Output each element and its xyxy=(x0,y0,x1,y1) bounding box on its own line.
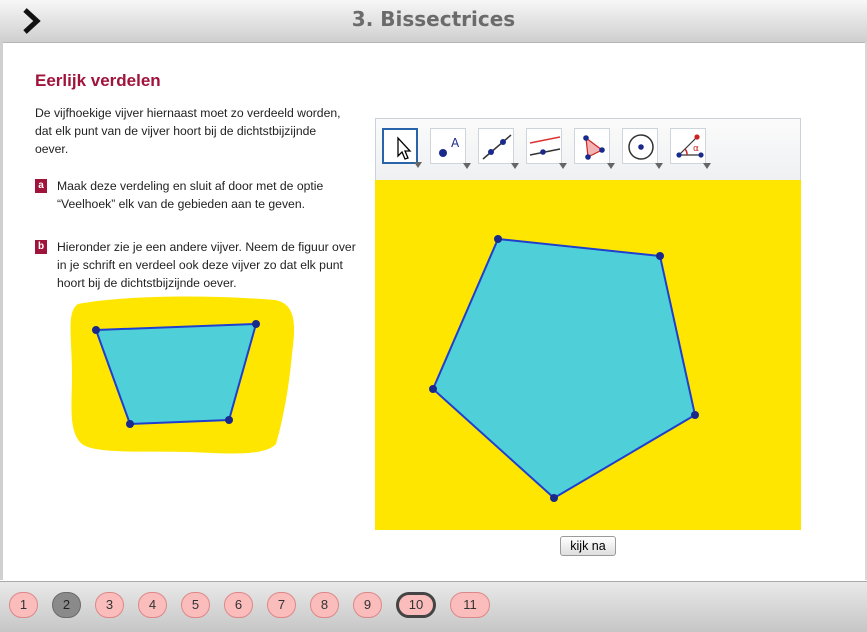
page-button-2[interactable]: 2 xyxy=(52,592,81,618)
move-arrow-icon[interactable] xyxy=(382,128,418,164)
angle-icon[interactable] xyxy=(670,128,706,164)
task-b-text: Hieronder zie je een andere vijver. Neem de figuur over in je schrift en verdeel ook deze vijver zo dat elk punt hoort bij de dichtstbijzijnde oever. xyxy=(57,240,356,290)
page-button-3[interactable]: 3 xyxy=(95,592,124,618)
check-answer-button[interactable]: kijk na xyxy=(560,536,616,556)
line-icon[interactable] xyxy=(478,128,514,164)
polygon-icon[interactable] xyxy=(574,128,610,164)
task-a-text: Maak deze verdeling en sluit af door met de optie “Veelhoek” elk van de gebieden aan te geven. xyxy=(57,179,324,211)
parallel-lines-icon[interactable] xyxy=(526,128,562,164)
task-b-badge: b xyxy=(35,240,47,254)
intro-text: De vijfhoekige vijver hiernaast moet zo verdeeld worden, dat elk punt van de vijver hoort bij de dichtstbijzijnde oever. xyxy=(35,106,341,156)
page-button-10[interactable]: 10 xyxy=(396,592,436,618)
page-button-9[interactable]: 9 xyxy=(353,592,382,618)
page-navigation xyxy=(0,581,867,632)
page-button-8[interactable]: 8 xyxy=(310,592,339,618)
geogebra-applet xyxy=(375,118,801,530)
drawing-canvas[interactable] xyxy=(375,180,801,530)
lesson-heading: Eerlijk verdelen xyxy=(35,71,161,90)
vertex-point xyxy=(429,385,437,393)
page-button-4[interactable]: 4 xyxy=(138,592,167,618)
page-button-1[interactable]: 1 xyxy=(9,592,38,618)
vertex-point xyxy=(494,235,502,243)
svg-text:α: α xyxy=(693,144,699,154)
page-button-11[interactable]: 11 xyxy=(450,592,490,618)
task-a-badge: a xyxy=(35,179,47,193)
page-button-7[interactable]: 7 xyxy=(267,592,296,618)
vertex-point xyxy=(656,252,664,260)
frame-left xyxy=(0,42,3,580)
page-button-5[interactable]: 5 xyxy=(181,592,210,618)
circle-icon[interactable] xyxy=(622,128,658,164)
applet-toolbar xyxy=(375,118,801,182)
pond-figure-b xyxy=(60,294,300,464)
header-bar xyxy=(0,0,867,43)
page-title: 3. Bissectrices xyxy=(351,7,516,31)
page-button-6[interactable]: 6 xyxy=(224,592,253,618)
vertex-point xyxy=(550,494,558,502)
point-icon[interactable] xyxy=(430,128,466,164)
svg-text:A: A xyxy=(451,136,460,150)
vertex-point xyxy=(691,411,699,419)
